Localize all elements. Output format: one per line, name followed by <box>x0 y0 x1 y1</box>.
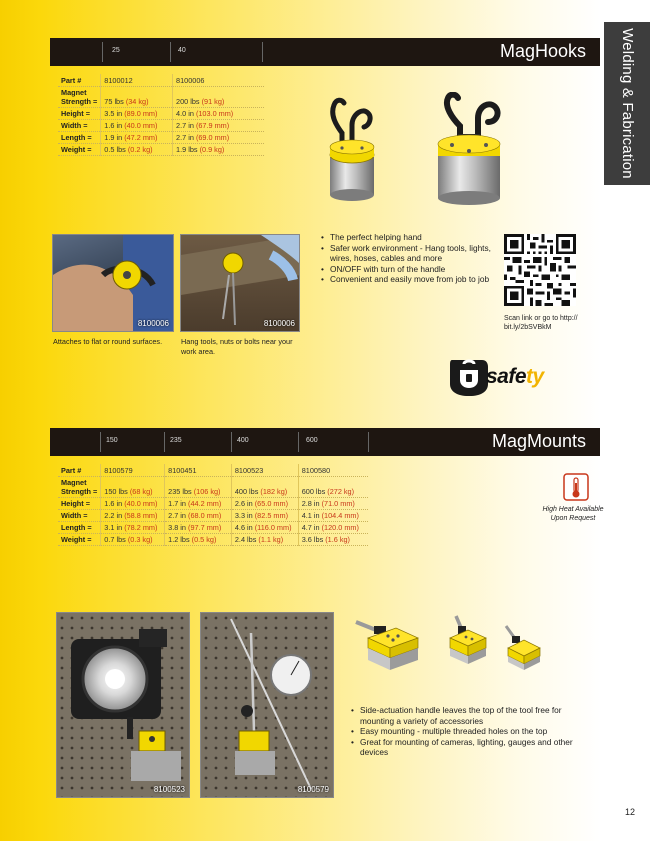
spec-cell <box>173 74 264 86</box>
spec-cell <box>165 476 232 497</box>
spec-metric-value: (103.0 mm) <box>195 108 234 118</box>
spec-metric-value: (44.2 mm) <box>188 498 222 508</box>
spec-label-text: Strength = <box>61 486 98 496</box>
spec-row-label <box>58 476 101 497</box>
spec-imperial-value: 2.4 lbs <box>234 534 257 544</box>
spec-imperial-value: 8100579 <box>104 465 133 475</box>
magmounts-title: MagMounts <box>491 431 586 451</box>
spec-metric-value: (182 kg) <box>260 486 288 496</box>
spec-row-label <box>58 74 101 86</box>
spec-metric-value: (40.0 mm) <box>124 120 158 130</box>
section-tab <box>602 22 650 185</box>
spec-metric-value: (272 kg) <box>327 486 355 496</box>
spec-cell <box>298 521 368 533</box>
magmounts-header-bar <box>50 428 600 456</box>
spec-cell <box>165 521 232 533</box>
spec-metric-value: (78.2 mm) <box>124 522 158 532</box>
spec-imperial-value: 1.2 lbs <box>168 534 190 544</box>
spec-imperial-value: 4.7 in <box>301 522 320 532</box>
maghooks-feature: • Safer work environment - Hang tools, lights, wires, hoses, cables and more <box>320 243 492 264</box>
spec-row-label <box>58 509 101 521</box>
maghook-40-image <box>430 92 510 207</box>
magmounts-spec-table <box>58 464 368 546</box>
spec-row-label <box>58 107 101 119</box>
maghooks-header-bar <box>50 38 600 66</box>
safety-logo-main: safe <box>486 365 527 388</box>
spec-imperial-value: 8100451 <box>168 465 197 475</box>
spec-label-text: Part # <box>61 465 82 475</box>
spec-cell <box>101 497 165 509</box>
spec-cell <box>298 464 368 476</box>
spec-cell <box>173 86 264 107</box>
spec-cell <box>101 476 165 497</box>
spec-imperial-value: 2.7 in <box>176 132 194 142</box>
spec-label-text: Weight = <box>61 144 92 154</box>
maghooks-title: MagHooks <box>499 41 586 61</box>
spec-metric-value: (0.2 kg) <box>127 144 153 154</box>
spec-metric-value: (67.9 mm) <box>195 120 230 130</box>
spec-metric-value: (0.3 kg) <box>127 534 153 544</box>
spec-metric-value: (71.0 mm) <box>321 498 355 508</box>
spec-imperial-value: 8100580 <box>301 465 331 475</box>
spec-metric-value: (104.4 mm) <box>321 510 359 520</box>
spec-row <box>58 107 264 119</box>
safety-logo-text <box>486 365 544 389</box>
spec-label-text: Length = <box>61 522 92 532</box>
spec-label-text: Height = <box>61 498 90 508</box>
spec-label-text: Magnet <box>61 87 87 97</box>
section-tab-label: Welding & Fabrication <box>618 28 636 179</box>
spec-label-text: Strength = <box>61 96 98 106</box>
magmounts-feature-list <box>350 705 582 758</box>
maghooks-feature: • The perfect helping hand <box>320 232 492 243</box>
spec-label-text: Magnet <box>61 477 87 487</box>
spec-metric-value: (65.0 mm) <box>254 498 288 508</box>
spec-cell <box>101 86 173 107</box>
magmounts-feature: • Easy mounting - multiple threaded holes on the top <box>350 726 582 737</box>
spec-metric-value: (34 kg) <box>125 96 149 106</box>
spec-cell <box>298 497 368 509</box>
spec-label-text: Height = <box>61 108 90 118</box>
magmounts-col-400: 400 <box>237 437 249 444</box>
magmounts-col-235: 235 <box>170 437 182 444</box>
spec-imperial-value: 150 lbs <box>104 486 128 496</box>
spec-row <box>58 131 264 143</box>
spec-metric-value: (68 kg) <box>129 486 153 496</box>
magmount-photo-2-tag: 8100579 <box>297 785 329 794</box>
spec-imperial-value: 0.5 lbs <box>104 144 126 154</box>
spec-imperial-value: 4.6 in <box>234 522 253 532</box>
maghook-photo-2-tag: 8100006 <box>263 319 295 328</box>
qr-code-icon[interactable] <box>504 234 576 306</box>
spec-imperial-value: 3.8 in <box>168 522 186 532</box>
spec-imperial-value: 600 lbs <box>301 486 326 496</box>
high-heat-note: High Heat Available Upon Request <box>542 506 604 522</box>
spec-imperial-value: 2.7 in <box>176 120 194 130</box>
spec-imperial-value: 1.6 in <box>104 120 123 130</box>
spec-imperial-value: 0.7 lbs <box>104 534 126 544</box>
spec-cell <box>298 533 368 545</box>
spec-cell <box>173 119 264 131</box>
maghook-photo-2-caption: Hang tools, nuts or bolts near your work area. <box>181 337 293 356</box>
maghook-photo-1-caption: Attaches to flat or round surfaces. <box>53 337 163 346</box>
spec-metric-value: (40.0 mm) <box>124 498 158 508</box>
spec-label-text: Width = <box>61 510 88 520</box>
spec-cell <box>165 533 232 545</box>
page-number: 12 <box>625 807 636 817</box>
spec-cell <box>165 497 232 509</box>
safety-logo-accent: ty <box>526 365 544 388</box>
thermometer-icon <box>558 472 594 502</box>
spec-imperial-value: 200 lbs <box>176 96 200 106</box>
spec-cell <box>173 107 264 119</box>
spec-row <box>58 509 368 521</box>
spec-imperial-value: 8100006 <box>176 75 205 85</box>
maghooks-col-40: 40 <box>178 47 186 54</box>
spec-cell <box>173 143 264 155</box>
magmount-photo-lamp <box>56 612 190 798</box>
spec-cell <box>101 107 173 119</box>
spec-imperial-value: 2.8 in <box>301 498 320 508</box>
magmount-photo-gauge <box>200 612 334 798</box>
magmounts-col-150: 150 <box>106 437 118 444</box>
spec-label-text: Length = <box>61 132 92 142</box>
spec-cell <box>231 464 298 476</box>
spec-row-label <box>58 497 101 509</box>
spec-row-label <box>58 131 101 143</box>
spec-metric-value: (106 kg) <box>193 486 221 496</box>
magmount-large-image <box>352 612 422 674</box>
spec-row <box>58 86 264 107</box>
spec-metric-value: (1.6 kg) <box>325 534 350 544</box>
magmounts-feature: • Great for mounting of cameras, lighting, gauges and other devices <box>350 737 582 758</box>
spec-cell <box>231 521 298 533</box>
spec-cell <box>101 143 173 155</box>
spec-metric-value: (82.5 mm) <box>254 510 288 520</box>
maghook-photo-hang-tools <box>180 234 300 332</box>
magmount-medium-image <box>442 614 492 670</box>
maghook-photo-1-tag: 8100006 <box>137 319 169 328</box>
spec-cell <box>101 533 165 545</box>
spec-metric-value: (68.0 mm) <box>188 510 222 520</box>
spec-imperial-value: 2.6 in <box>234 498 253 508</box>
spec-metric-value: (120.0 mm) <box>321 522 359 532</box>
spec-cell <box>165 509 232 521</box>
spec-cell <box>101 464 165 476</box>
maghooks-col-25: 25 <box>112 47 120 54</box>
spec-imperial-value: 3.5 in <box>104 108 123 118</box>
maghook-25-image <box>322 95 382 205</box>
spec-imperial-value: 400 lbs <box>234 486 259 496</box>
magmount-photo-1-tag: 8100523 <box>153 785 185 794</box>
spec-cell <box>101 521 165 533</box>
spec-row <box>58 476 368 497</box>
spec-row-label <box>58 143 101 155</box>
spec-imperial-value: 3.6 lbs <box>301 534 324 544</box>
magmounts-col-600: 600 <box>306 437 318 444</box>
spec-cell <box>298 509 368 521</box>
spec-cell <box>173 131 264 143</box>
maghooks-feature: • Convenient and easily move from job to job <box>320 274 492 285</box>
spec-metric-value: (0.5 kg) <box>191 534 217 544</box>
spec-imperial-value: 8100012 <box>104 75 133 85</box>
spec-cell <box>298 476 368 497</box>
spec-row-label <box>58 464 101 476</box>
maghook-photo-round-surface <box>52 234 174 332</box>
spec-imperial-value: 1.7 in <box>168 498 186 508</box>
spec-imperial-value: 4.0 in <box>176 108 194 118</box>
spec-cell <box>101 74 173 86</box>
spec-row <box>58 521 368 533</box>
spec-label-text: Width = <box>61 120 88 130</box>
spec-imperial-value: 235 lbs <box>168 486 192 496</box>
spec-imperial-value: 1.9 lbs <box>176 144 198 154</box>
spec-cell <box>165 464 232 476</box>
spec-imperial-value: 3.1 in <box>104 522 123 532</box>
spec-imperial-value: 75 lbs <box>104 96 124 106</box>
spec-metric-value: (91 kg) <box>201 96 225 106</box>
spec-cell <box>231 509 298 521</box>
maghooks-feature-list <box>320 232 492 285</box>
spec-metric-value: (97.7 mm) <box>188 522 222 532</box>
spec-cell <box>231 497 298 509</box>
spec-row <box>58 533 368 545</box>
spec-metric-value: (69.0 mm) <box>195 132 230 142</box>
spec-cell <box>101 131 173 143</box>
spec-row-label <box>58 86 101 107</box>
spec-label-text: Part # <box>61 75 82 85</box>
spec-row <box>58 74 264 86</box>
spec-imperial-value: 4.1 in <box>301 510 320 520</box>
spec-row-label <box>58 119 101 131</box>
spec-row <box>58 143 264 155</box>
spec-imperial-value: 2.2 in <box>104 510 123 520</box>
qr-caption: Scan link or go to http:// bit.ly/2bSVBkM <box>504 315 578 331</box>
spec-row <box>58 119 264 131</box>
maghooks-spec-table <box>58 74 264 156</box>
spec-imperial-value: 2.7 in <box>168 510 186 520</box>
spec-row-label <box>58 521 101 533</box>
spec-cell <box>101 119 173 131</box>
spec-imperial-value: 8100523 <box>234 465 264 475</box>
spec-row-label <box>58 533 101 545</box>
spec-imperial-value: 1.9 in <box>104 132 123 142</box>
spec-imperial-value: 1.6 in <box>104 498 123 508</box>
spec-cell <box>101 509 165 521</box>
spec-imperial-value: 3.3 in <box>234 510 253 520</box>
maghooks-feature: • ON/OFF with turn of the handle <box>320 264 492 275</box>
spec-cell <box>231 476 298 497</box>
spec-cell <box>231 533 298 545</box>
magmounts-feature: • Side-actuation handle leaves the top of the tool free for mounting a variety of accessories <box>350 705 582 726</box>
spec-metric-value: (89.0 mm) <box>124 108 158 118</box>
spec-metric-value: (0.9 kg) <box>199 144 225 154</box>
spec-row <box>58 464 368 476</box>
spec-metric-value: (116.0 mm) <box>254 522 292 532</box>
spec-label-text: Weight = <box>61 534 92 544</box>
spec-metric-value: (47.2 mm) <box>124 132 158 142</box>
spec-row <box>58 497 368 509</box>
spec-metric-value: (58.8 mm) <box>124 510 158 520</box>
magmount-small-image <box>500 624 546 674</box>
spec-metric-value: (1.1 kg) <box>258 534 284 544</box>
